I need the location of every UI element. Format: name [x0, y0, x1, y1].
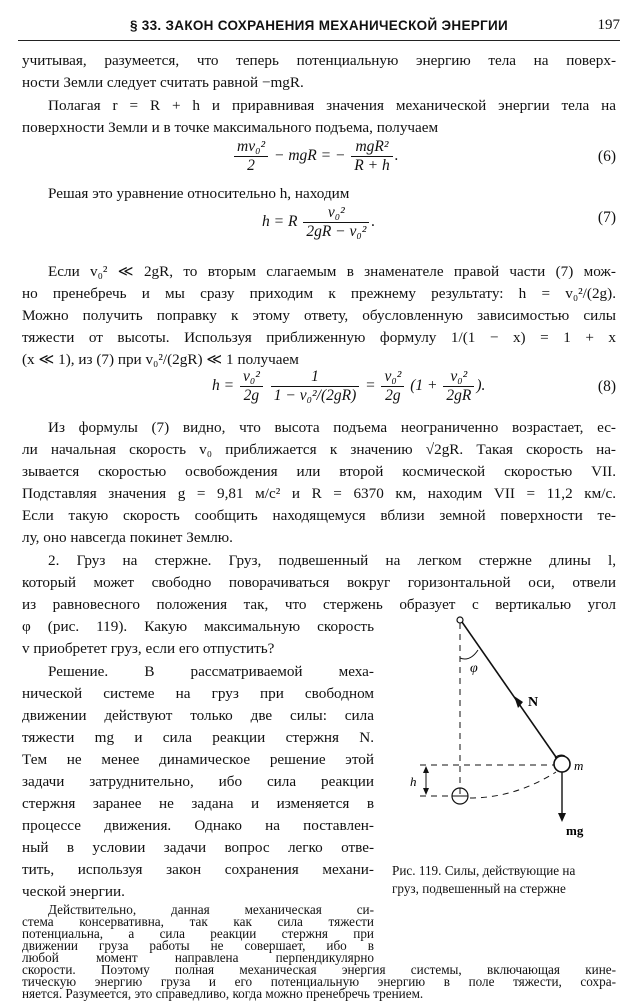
text-line: но пренебречь и мы сразу приходим к прежнему результату: h = v₀²/(2g).	[22, 285, 616, 302]
text-line: учитывая, разумеется, что теперь потенциальную энергию тела на поверх-	[22, 52, 616, 69]
denominator: 1 − v₀²/(2gR)	[273, 387, 357, 404]
text-line: v приобретет груз, если его отпустить?	[22, 640, 275, 657]
gravity-arrowhead	[558, 813, 566, 822]
equation-term: .	[371, 213, 376, 231]
equation-7	[262, 204, 375, 241]
equation-8	[212, 368, 485, 405]
text-line: любой момент направлена перпендикулярно	[22, 950, 374, 965]
text-line: потенциальна, а сила реакции стержня при	[22, 926, 374, 941]
equation-number: (8)	[597, 378, 616, 395]
text-line: лу, оно навсегда покинет Землю.	[22, 529, 233, 546]
text-line: Подставляя значения g = 9,81 м/с² и R = 6370 км, находим VII = 11,2 км/с.	[22, 485, 616, 502]
numerator: v₀²	[240, 368, 263, 387]
text-line: тяжести mg и сила реакции стержня N.	[22, 729, 374, 746]
text-line: Если v₀² ≪ 2gR, то вторым слагаемым в знаменателе правой части (7) мож-	[48, 263, 616, 280]
text-line: Можно получить поправку к этому ответу, обусловленную зависимостью силы	[22, 307, 616, 324]
text-line: задачи затруднительно, ибо сила реакции	[22, 773, 374, 790]
text-line: движении действуют только две силы: сила	[22, 707, 374, 724]
text-line: стема консервативна, так как сила тяжести	[22, 914, 374, 929]
text-line: Тем не менее динамическое решение этой	[22, 751, 374, 768]
figure-119	[390, 610, 630, 860]
equation-term: − mgR = −	[273, 147, 346, 165]
text-line: движении груза работы не совершает, ибо в	[22, 938, 374, 953]
numerator: mgR²	[351, 138, 392, 157]
denominator: 2gR − v₀²	[306, 223, 367, 240]
text-line: зывается скоростью освобождения или второй космической скоростью VII.	[22, 463, 616, 480]
denominator: 2gR	[446, 387, 472, 404]
text-line: нической системе на груз при свободном	[22, 685, 374, 702]
equation-term: =	[365, 377, 376, 395]
text-line: процессе движения. Однако на поставлен-	[22, 817, 374, 834]
fraction	[381, 368, 404, 405]
equation-term: h =	[212, 377, 235, 395]
text-line: няется. Разумеется, это справедливо, когда можно пренебречь трением.	[22, 986, 424, 1001]
fraction	[351, 138, 392, 175]
equation-term: (1 +	[410, 377, 438, 395]
figure-caption-line: Рис. 119. Силы, действующие на	[392, 863, 576, 878]
text-line: тить, используя закон сохранения механи-	[22, 861, 374, 878]
text-line: Действительно, данная механическая си-	[48, 902, 374, 917]
text-line: Полагая r = R + h и приравнивая значения механической энергии тела на	[48, 97, 616, 114]
equation-term: .	[394, 147, 399, 165]
numerator: mv₀²	[234, 138, 268, 157]
text-line: который может свободно поворачиваться вокруг горизонтальной оси, отвели	[22, 574, 616, 591]
text-line: ческой энергии.	[22, 883, 125, 900]
equation-6	[232, 138, 399, 175]
text-line: 2. Груз на стержне. Груз, подвешенный на легком стержне длины l,	[48, 552, 616, 569]
denominator: R + h	[354, 157, 390, 174]
fraction	[240, 368, 263, 405]
mg-label: mg	[566, 823, 584, 838]
trajectory-arc	[470, 772, 556, 798]
numerator: v₀²	[381, 368, 404, 387]
header-title: § 33. ЗАКОН СОХРАНЕНИЯ МЕХАНИЧЕСКОЙ ЭНЕРГИИ	[129, 18, 509, 33]
numerator: v₀²	[443, 368, 474, 387]
rod-line	[462, 622, 558, 760]
text-line: тяжести от высоты. Используя приближенную формулу 1/(1 − x) = 1 + x	[22, 329, 616, 346]
equation-term: h = R	[262, 213, 298, 231]
text-line: ли начальная скорость v₀ приближается к значению √2gR. Такая скорость на-	[22, 441, 616, 458]
numerator: 1	[271, 368, 359, 387]
denominator: 2	[247, 157, 255, 174]
denominator: 2g	[243, 387, 260, 404]
h-label: h	[410, 774, 417, 789]
phi-label: φ	[470, 661, 478, 676]
text-line: ный в условии задачи вопрос легко отве-	[22, 839, 374, 856]
text-line: из равновесного положения так, что стержень образует с вертикалью угол	[22, 596, 616, 613]
page-number: 197	[597, 17, 620, 33]
text-line: стержня заранее не задана и изменяется в	[22, 795, 374, 812]
h-arrow-up	[423, 766, 429, 773]
text-line: Из формулы (7) видно, что высота подъема неограниченно возрастает, ес-	[48, 419, 616, 436]
equation-number: (6)	[597, 148, 616, 165]
running-header	[18, 14, 620, 41]
fraction	[234, 138, 268, 175]
weight-displaced	[554, 756, 570, 772]
text-line: поверхности Земли и в точке максимального подъема, получаем	[22, 119, 439, 136]
fraction	[443, 368, 474, 405]
fraction	[303, 204, 369, 241]
text-line: Решая это уравнение относительно h, находим	[48, 185, 350, 202]
n-arrowhead	[514, 696, 523, 708]
numerator: v₀²	[303, 204, 369, 223]
text-line: Решение. В рассматриваемой меха-	[48, 663, 374, 680]
angle-arc	[460, 650, 478, 659]
text-line: ности Земли следует считать равной −mgR.	[22, 74, 304, 91]
h-arrow-down	[423, 788, 429, 795]
n-label: N	[528, 695, 539, 710]
denominator: 2g	[385, 387, 401, 404]
text-line: тическую энергию груза и его потенциальную энергию в поле тяжести, сохра-	[22, 974, 616, 989]
text-line: φ (рис. 119). Какую максимальную скорость	[22, 618, 374, 635]
m-label: m	[574, 758, 584, 773]
text-line: Если такую скорость сообщить находящемуся вблизи земной поверхности те-	[22, 507, 616, 524]
text-line: скорости. Поэтому полная механическая энергия системы, включающая кине-	[22, 962, 616, 977]
equation-number: (7)	[597, 209, 616, 226]
text-line: (x ≪ 1), из (7) при v₀²/(2gR) ≪ 1 получаем	[22, 351, 299, 368]
fraction	[271, 368, 359, 405]
equation-term: ).	[476, 377, 486, 395]
figure-caption-line: груз, подвешенный на стержне	[392, 881, 566, 896]
